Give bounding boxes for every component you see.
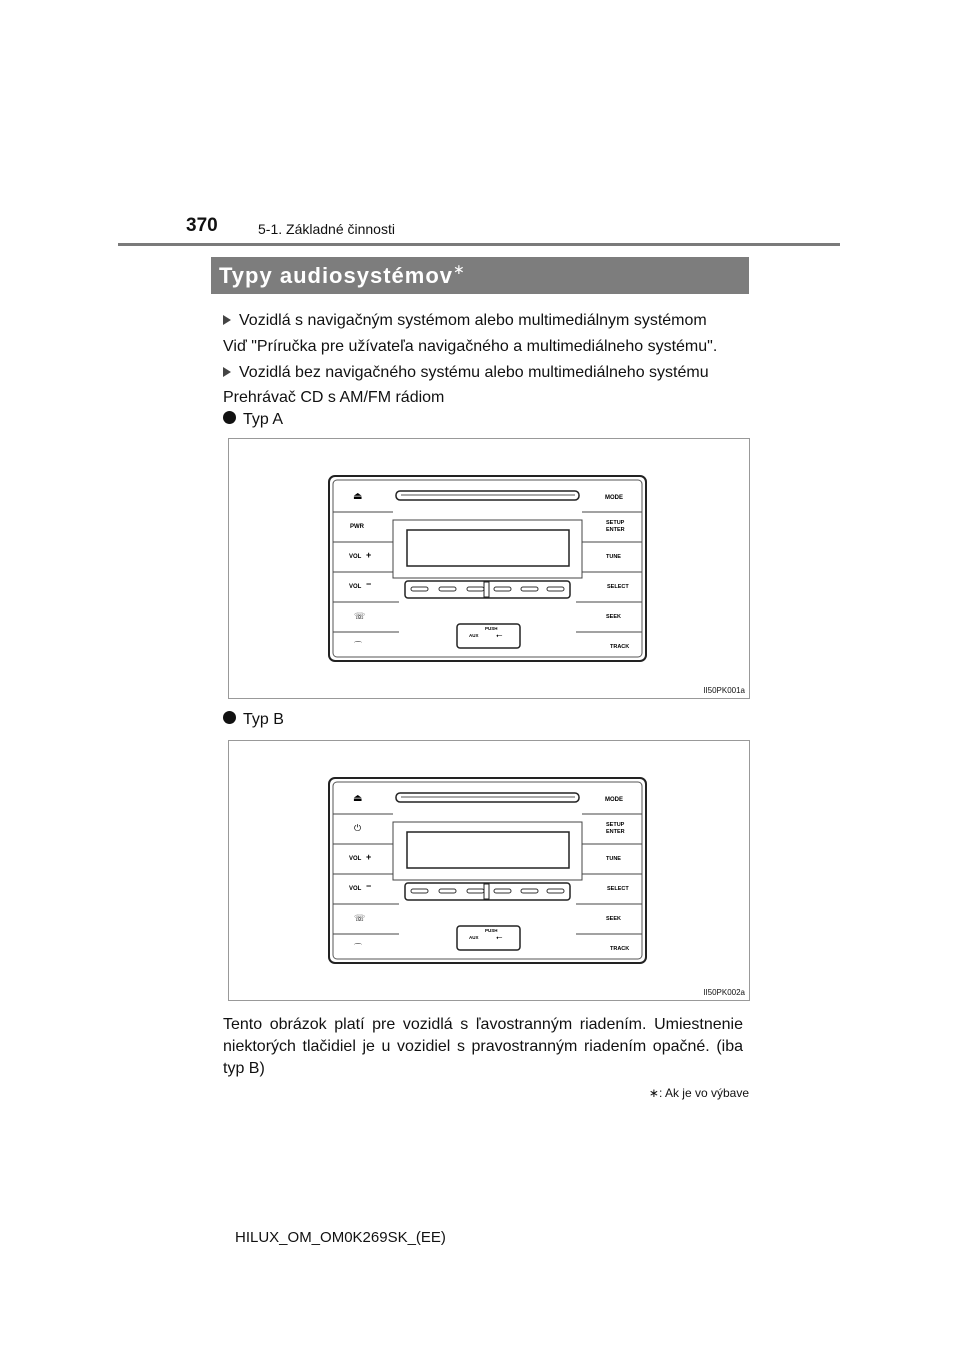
mode-button: MODE [605, 797, 623, 803]
radio-unit-b [229, 741, 749, 1000]
triangle-bullet-icon [223, 367, 231, 377]
figure-type-a [228, 438, 750, 699]
tune-button: TUNE [606, 856, 621, 862]
footnote-marker: ∗ [648, 1086, 659, 1100]
footnote-text: : Ak je vo výbave [658, 1086, 749, 1100]
type-b-text: Typ B [243, 711, 284, 728]
figure-code: II50PK002a [703, 988, 745, 997]
player-text: Prehrávač CD s AM/FM rádiom [223, 389, 445, 406]
tune-button: TUNE [606, 554, 621, 560]
radio-unit-a [229, 439, 749, 698]
footnote [649, 1086, 749, 1100]
note-paragraph: Tento obrázok platí pre vozidlá s ľavostranným riadením. Umiestnenie niektorých tlačidiel je u vozidiel s pravostranným riadením opačné. (iba typ B) [223, 1016, 743, 1077]
figure-code: II50PK001a [703, 686, 745, 695]
nav-heading-text: Vozidlá s navigačným systémom alebo multimediálnym systémom [239, 312, 707, 329]
phone-icon: ☏ [354, 611, 366, 621]
eject-icon: ⏏ [353, 793, 363, 804]
nonav-heading-text: Vozidlá bez navigačného systému alebo multimediálneho systému [239, 364, 709, 381]
vol-down-button: VOL [349, 886, 362, 892]
seek-button: SEEK [606, 916, 621, 922]
mode-button: MODE [605, 495, 623, 501]
enter-label: ENTER [606, 829, 625, 835]
section-title: 5-1. Základné činnosti [258, 221, 395, 237]
header-rule [118, 243, 840, 246]
vol-up-button: VOL [349, 554, 362, 560]
hangup-icon: ⌒ [354, 641, 362, 650]
minus-icon: − [366, 881, 372, 891]
type-b-label [223, 711, 284, 729]
usb-icon: ⭠ [496, 631, 503, 640]
footer-doc-id: HILUX_OM_OM0K269SK_(EE) [235, 1229, 446, 1246]
nav-heading [223, 312, 707, 330]
push-label: PUSH [485, 626, 498, 631]
aux-label: AUX [469, 935, 479, 940]
minus-icon: − [366, 579, 372, 589]
page-number: 370 [186, 215, 218, 236]
power-icon: ⏻ [354, 823, 362, 833]
figure-type-b [228, 740, 750, 1001]
select-button: SELECT [607, 886, 629, 892]
eject-icon: ⏏ [353, 491, 363, 502]
setup-button: SETUP [606, 520, 625, 526]
seek-button: SEEK [606, 614, 621, 620]
nonav-heading [223, 364, 709, 382]
select-button: SELECT [607, 584, 629, 590]
optional-marker: ∗ [453, 261, 466, 277]
nav-text: Viď "Príručka pre užívateľa navigačného a multimediálneho systému". [223, 338, 718, 355]
bullet-icon [223, 411, 236, 424]
type-a-text: Typ A [243, 411, 284, 428]
pwr-button: PWR [350, 524, 364, 530]
bullet-icon [223, 711, 236, 724]
phone-icon: ☏ [354, 913, 366, 923]
aux-label: AUX [469, 633, 479, 638]
plus-icon: + [366, 852, 372, 862]
page-title: Typy audiosystémov [219, 263, 453, 288]
type-a-label [223, 411, 283, 429]
hangup-icon: ⌒ [354, 943, 362, 952]
vol-up-button: VOL [349, 856, 362, 862]
vol-down-button: VOL [349, 584, 362, 590]
setup-button: SETUP [606, 822, 625, 828]
triangle-bullet-icon [223, 315, 231, 325]
page-title-band [211, 257, 749, 294]
plus-icon: + [366, 550, 372, 560]
track-button: TRACK [610, 946, 630, 952]
enter-label: ENTER [606, 527, 625, 533]
push-label: PUSH [485, 928, 498, 933]
track-button: TRACK [610, 644, 630, 650]
usb-icon: ⭠ [496, 933, 503, 942]
